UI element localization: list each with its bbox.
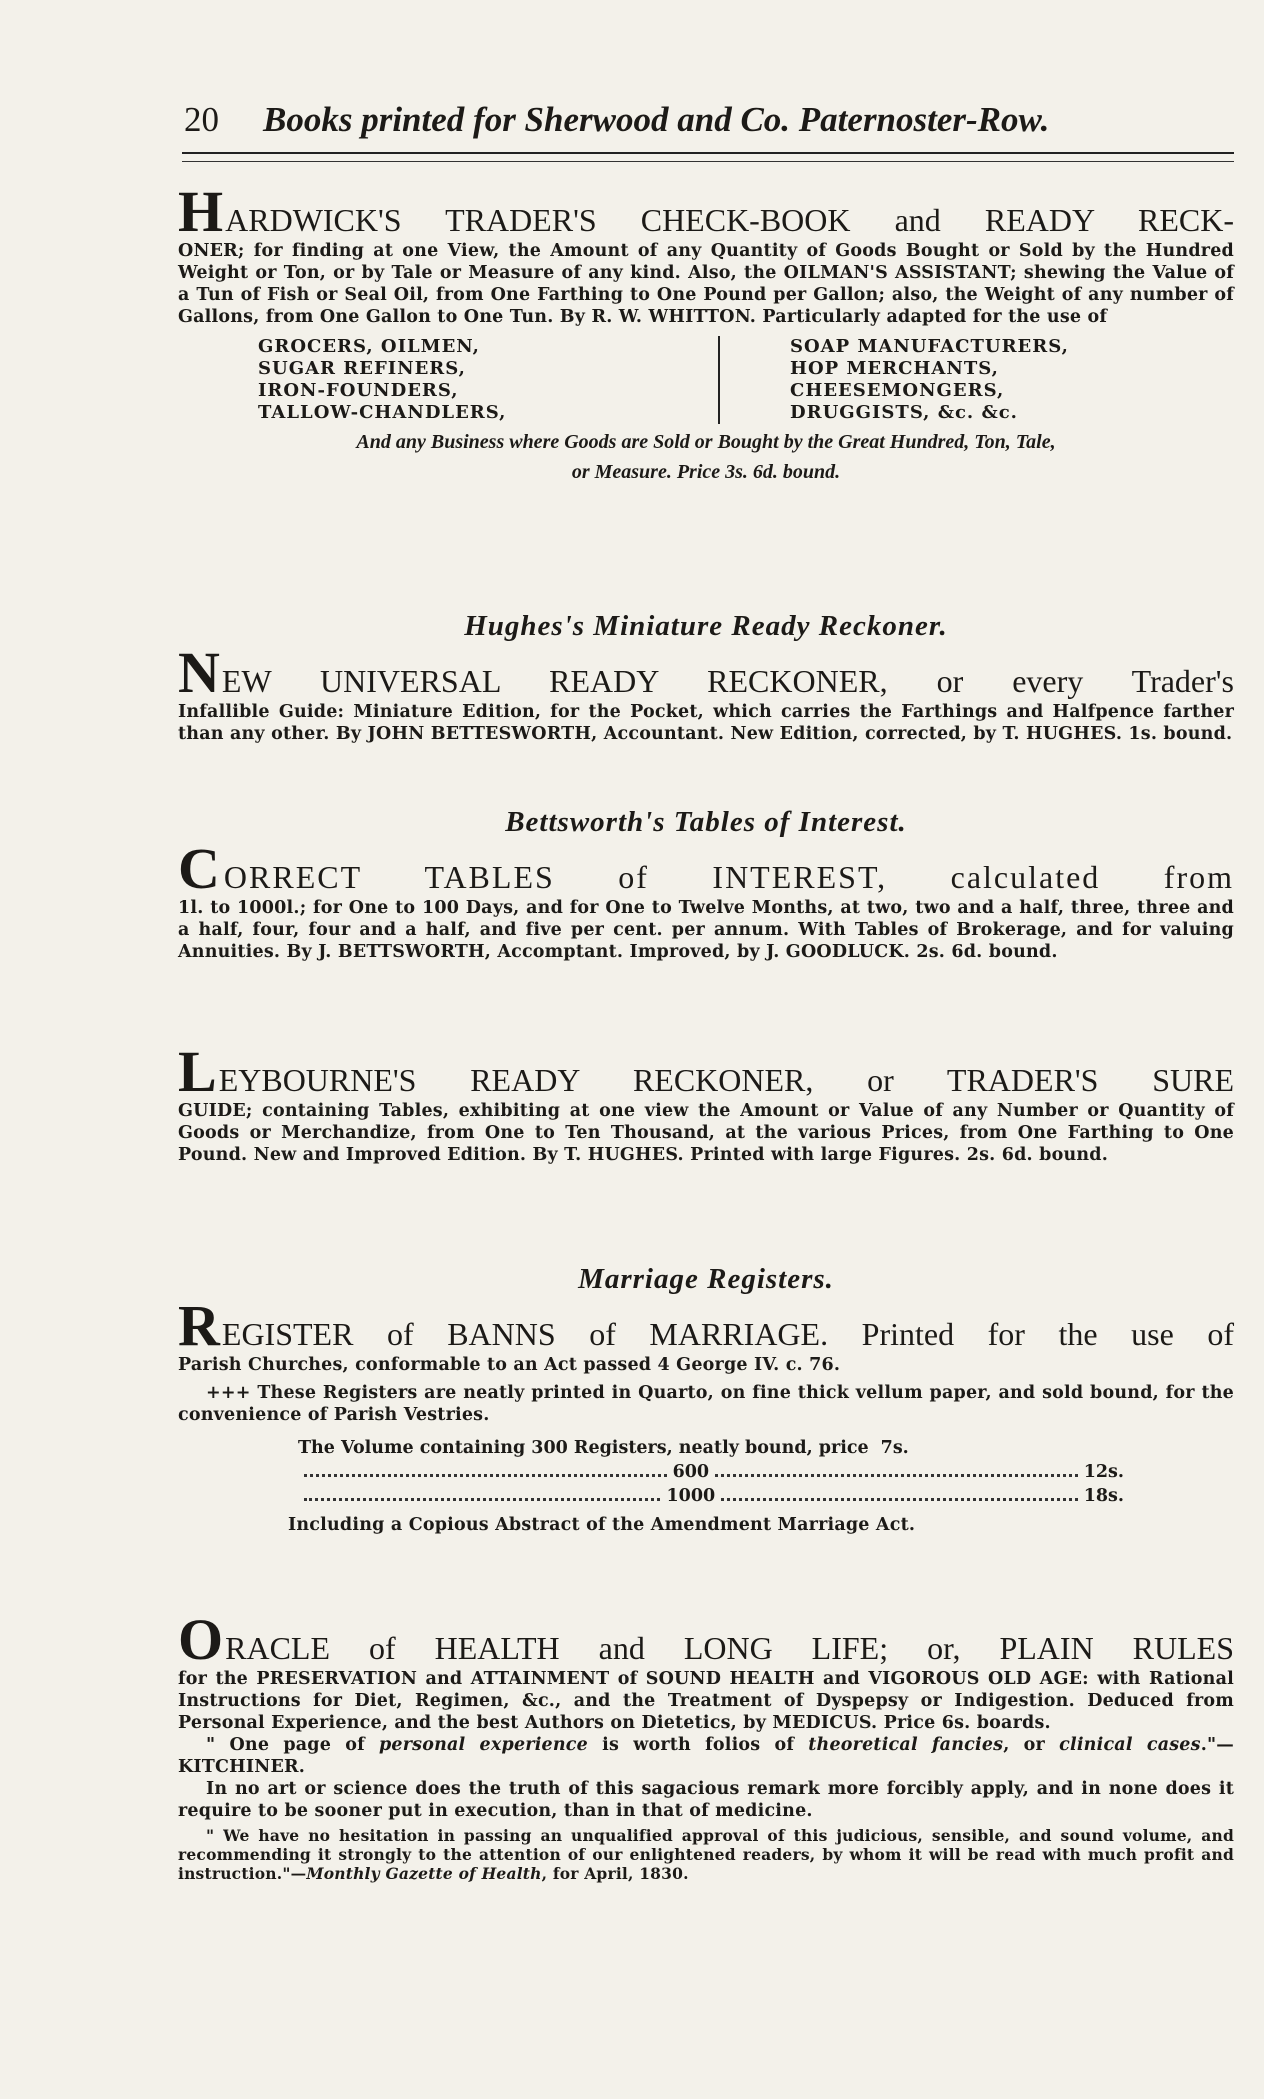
drop-cap: O	[178, 1607, 224, 1672]
trade-item: IRON-FOUNDERS,	[258, 380, 459, 401]
register-count: 1000	[666, 1486, 716, 1506]
kitchiner-quote: " One page of personal experience is worth folios of theoretical fancies, or clinical cases."—KITCHINER.	[178, 1735, 1234, 1777]
entry-heading: LEYBOURNE'S READY RECKONER, or TRADER'S SURE	[178, 1039, 1234, 1104]
entry-heading: REGISTER of BANNS of MARRIAGE. Printed for the use of	[178, 1293, 1234, 1358]
trades-right-column	[720, 336, 1069, 424]
leader-dots	[304, 1460, 667, 1477]
registers-note: +++ These Registers are neatly printed in Quarto, on fine thick vellum paper, and sold bound, for the convenience of Parish Vestries.	[178, 1383, 1234, 1425]
trade-item: SUGAR REFINERS,	[258, 358, 466, 379]
entry-body: ONER; for finding at one View, the Amount of any Quantity of Goods Bought or Sold by the Hundred Weight or Ton, or by Tale or Measure of any kind. Also, the OILMAN'S ASSISTANT; shewing the Value of a Tun of Fish or Seal Oil, from One Farthing to One Pound per Gallon; also, the Weight of any number of Gallons, from One Gallon to One Tun. By R. W. WHITTON. Particularly adapted for the use of	[178, 241, 1234, 327]
closing-line: or Measure. Price 3s. 6d. bound.	[571, 461, 841, 483]
entry-heading: ORACLE of HEALTH and LONG LIFE; or, PLAIN RULES	[178, 1607, 1234, 1672]
entry-body: GUIDE; containing Tables, exhibiting at one view the Amount or Value of any Number or Quantity of Goods or Merchandize, from One to Ten Thousand, at the various Prices, from One Farthing to One Pound. New and Improved Edition. By T. HUGHES. Printed with large Figures. 2s. 6d. bound.	[178, 1101, 1234, 1165]
price-intro: The Volume containing 300 Registers, neatly bound, price	[298, 1438, 869, 1458]
trade-item: TALLOW-CHANDLERS,	[258, 402, 507, 423]
drop-cap: L	[178, 1039, 217, 1104]
entry-body: Infallible Guide: Miniature Edition, for the Pocket, which carries the Farthings and Halfpence farther than any other. By JOHN BETTESWORTH, Accountant. New Edition, corrected, by T. HUGHES. 1s. bound.	[178, 702, 1234, 744]
abstract-note: Including a Copious Abstract of the Amendment Marriage Act.	[288, 1515, 916, 1535]
drop-cap: R	[178, 1293, 220, 1358]
trade-item: SOAP MANUFACTURERS,	[790, 336, 1069, 357]
leader-dots	[304, 1484, 660, 1501]
price-list	[298, 1436, 1124, 1508]
register-count: 600	[672, 1462, 710, 1482]
running-head	[184, 100, 1234, 140]
entry-bettsworth	[178, 806, 1234, 963]
entry-body: for the PRESERVATION and ATTAINMENT of SOUND HEALTH and VIGOROUS OLD AGE: with Rational Instructions for Diet, Regimen, &c., and the Treatment of Dyspepsy or Indigestion. Deduced from Personal Experience, and the best Authors on Dietetics, by MEDICUS. Price 6s. boards.	[178, 1669, 1234, 1733]
trades-left-column	[258, 336, 720, 424]
price-value: 12s.	[1083, 1462, 1124, 1482]
entry-hardwick	[178, 179, 1234, 484]
entry-heading: NEW UNIVERSAL READY RECKONER, or every Trader's	[178, 640, 1234, 705]
entry-body: 1l. to 1000l.; for One to 100 Days, and for One to Twelve Months, at two, two and a half, three, three and a half, four, four and a half, and five per cent. per annum. With Tables of Brokerage, and for valuing Annuities. By J. BETTSWORTH, Accomptant. Improved, by J. GOODLUCK. 2s. 6d. bound.	[178, 898, 1234, 962]
header-rule-thick	[182, 152, 1234, 154]
trades-table	[258, 336, 1234, 424]
trade-item: DRUGGISTS, &c. &c.	[790, 402, 1018, 423]
review-quote: " We have no hesitation in passing an unqualified approval of this judicious, sensible, and sound volume, and recommending it strongly to the attention of our enlightened readers, by whom it will be read with much profit and instruction."—Monthly Gazette of Health, for April, 1830.	[178, 1826, 1234, 1883]
entry-body: Parish Churches, conformable to an Act passed 4 George IV. c. 76.	[178, 1355, 841, 1375]
review-source: Monthly Gazette of Health	[306, 1864, 542, 1883]
price-value: 18s.	[1083, 1486, 1124, 1506]
closing-line: And any Business where Goods are Sold or Bought by the Great Hundred, Ton, Tale,	[356, 431, 1056, 453]
commentary: In no art or science does the truth of this sagacious remark more forcibly apply, and in none does it require to be sooner put in execution, than in that of medicine.	[178, 1779, 1234, 1821]
entry-leybourne	[178, 1039, 1234, 1166]
entry-oracle-of-health	[178, 1607, 1234, 1883]
drop-cap: C	[178, 836, 222, 901]
entry-heading: CORRECT TABLES of INTEREST, calculated from	[178, 836, 1234, 901]
trade-item: GROCERS, OILMEN,	[258, 336, 480, 357]
price-row	[298, 1436, 1124, 1460]
section-title: Bettsworth's Tables of Interest.	[505, 806, 907, 838]
leader-dots	[721, 1484, 1077, 1501]
trade-item: HOP MERCHANTS,	[790, 358, 999, 379]
leader-dots	[715, 1460, 1078, 1477]
section-title: Hughes's Miniature Ready Reckoner.	[464, 610, 948, 642]
section-title: Marriage Registers.	[578, 1263, 834, 1295]
price-row	[298, 1460, 1124, 1484]
entry-marriage-registers	[178, 1263, 1234, 1536]
page-number: 20	[184, 100, 219, 139]
header-rule-thin	[182, 161, 1234, 162]
price-row	[298, 1484, 1124, 1508]
drop-cap: N	[178, 640, 220, 705]
price-value: 7s.	[880, 1438, 909, 1458]
trade-item: CHEESEMONGERS,	[790, 380, 1005, 401]
running-head-title: Books printed for Sherwood and Co. Paternoster-Row.	[263, 100, 1050, 139]
drop-cap: H	[178, 179, 224, 244]
entry-heading: HARDWICK'S TRADER'S CHECK-BOOK and READY RECK-	[178, 179, 1234, 244]
entry-hughes	[178, 610, 1234, 745]
